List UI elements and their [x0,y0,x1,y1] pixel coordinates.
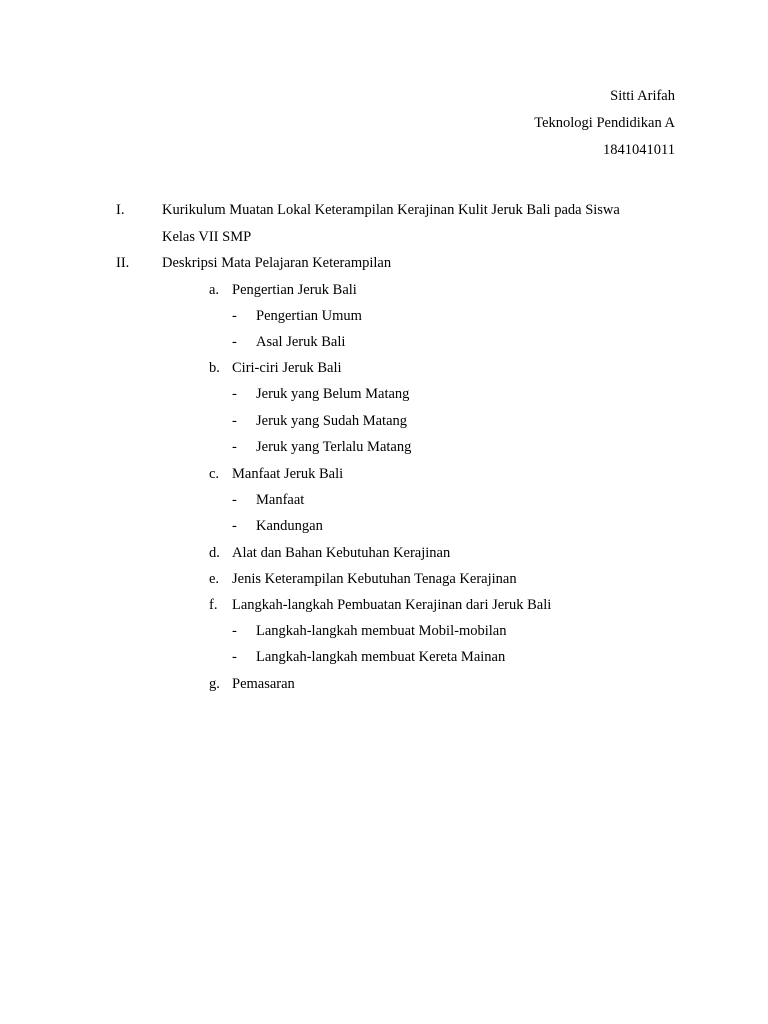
outline-subitem-dash: - [232,386,237,403]
section-2-item-list [116,281,676,701]
section-2-heading [116,254,676,281]
outline-item-label: Manfaat Jeruk Bali [232,465,344,482]
outline-subitem-label: Asal Jeruk Bali [256,333,346,350]
outline-subitem-dash: - [232,412,237,429]
outline-item [116,596,676,622]
outline-subitem-label: Kandungan [256,518,323,535]
outline-subitem-label: Jeruk yang Sudah Matang [256,412,408,429]
outline-item-label: Jenis Keterampilan Kebutuhan Tenaga Kerajinan [232,570,517,587]
document-outline [116,201,676,701]
outline-subitem [116,622,676,648]
outline-subitem-label: Pengertian Umum [256,307,362,324]
outline-subitem [116,438,676,464]
outline-subitem [116,333,676,359]
author-header [534,87,675,168]
outline-item-label: Pemasaran [232,675,295,692]
outline-subitem [116,307,676,333]
section-2-number: II. [116,255,130,271]
outline-item [116,544,676,570]
section-1-number: I. [116,202,125,218]
outline-subitem-label: Jeruk yang Terlalu Matang [256,439,412,456]
outline-item [116,570,676,596]
outline-item-letter: d. [209,544,220,561]
outline-item-label: Alat dan Bahan Kebutuhan Kerajinan [232,544,451,561]
outline-item-letter: g. [209,675,220,692]
outline-subitem [116,385,676,411]
outline-item [116,281,676,307]
outline-subitem [116,648,676,674]
section-1-title-line-1: Kurikulum Muatan Lokal Keterampilan Kerajinan Kulit Jeruk Bali pada Siswa [162,202,620,218]
outline-subitem [116,412,676,438]
outline-item-letter: f. [209,596,218,613]
outline-subitem-dash: - [232,649,237,666]
author-student-id: 1841041011 [603,142,675,158]
outline-item [116,465,676,491]
outline-subitem-dash: - [232,333,237,350]
outline-item-letter: b. [209,360,220,377]
outline-subitem-dash: - [232,622,237,639]
section-1-heading [116,201,676,228]
outline-subitem [116,517,676,543]
outline-subitem-dash: - [232,518,237,535]
outline-subitem-dash: - [232,307,237,324]
section-1-heading-continued [116,228,676,255]
outline-item-label: Pengertian Jeruk Bali [232,281,357,298]
outline-item-letter: e. [209,570,220,587]
outline-item [116,359,676,385]
outline-subitem [116,491,676,517]
outline-item-letter: a. [209,281,220,298]
section-2-title: Deskripsi Mata Pelajaran Keterampilan [162,255,392,271]
outline-subitem-dash: - [232,439,237,456]
outline-subitem-label: Manfaat [256,491,305,508]
outline-subitem-label: Langkah-langkah membuat Kereta Mainan [256,649,506,666]
outline-subitem-label: Jeruk yang Belum Matang [256,386,410,403]
outline-subitem-label: Langkah-langkah membuat Mobil-mobilan [256,622,507,639]
outline-item-label: Ciri-ciri Jeruk Bali [232,360,342,377]
outline-item-label: Langkah-langkah Pembuatan Kerajinan dari Jeruk Bali [232,596,552,613]
section-1-title-line-2: Kelas VII SMP [162,228,252,245]
outline-item [116,675,676,701]
author-name: Sitti Arifah [610,88,675,104]
author-program: Teknologi Pendidikan A [534,115,675,131]
outline-item-letter: c. [209,465,220,482]
outline-subitem-dash: - [232,491,237,508]
